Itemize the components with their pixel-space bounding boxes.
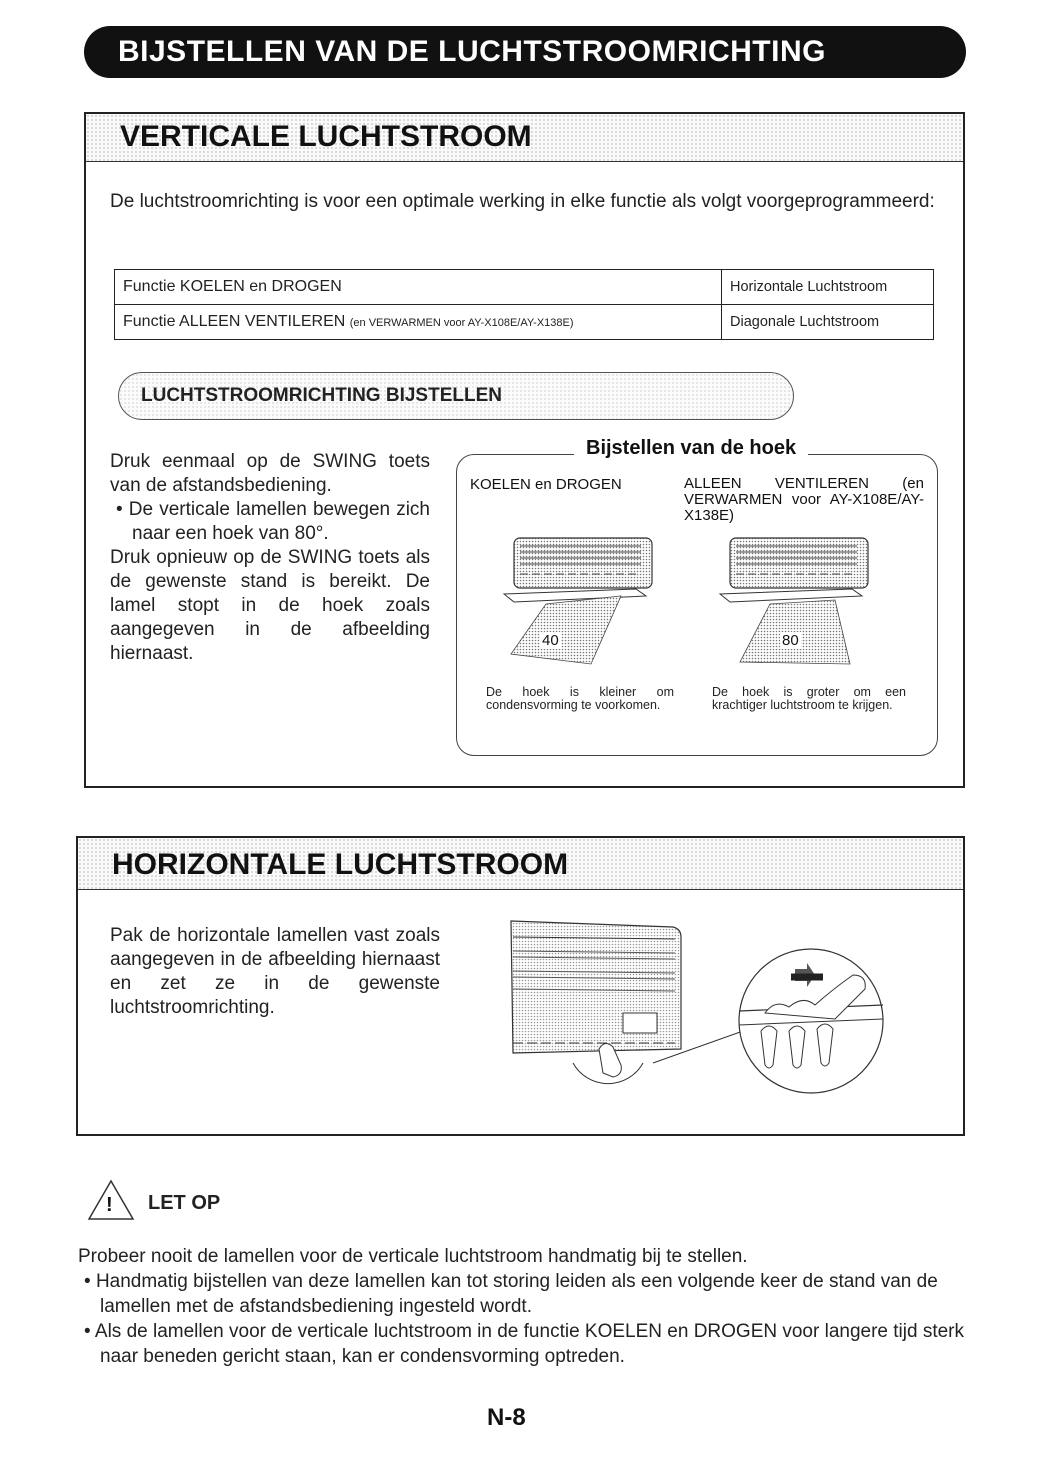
table-row (115, 270, 934, 305)
horizontal-airflow-heading: HORIZONTALE LUCHTSTROOM (112, 848, 569, 881)
instruction-text (110, 450, 430, 666)
ac-unit-horizontal-louver-illustration (503, 913, 903, 1123)
airflow-cell: Horizontale Luchtstroom (722, 270, 934, 305)
adjust-subheading: LUCHTSTROOMRICHTING BIJSTELLEN (118, 372, 794, 420)
vertical-airflow-heading: VERTICALE LUCHTSTROOM (120, 120, 532, 153)
caution-notes (78, 1244, 970, 1369)
vertical-intro: De luchtstroomrichting is voor een optimale werking in elke functie als volgt voorgeprogrammeerd: (110, 191, 935, 212)
table-row (115, 305, 934, 340)
instruction-step-1: Druk eenmaal op de SWING toets van de afstandsbediening. (110, 451, 430, 496)
horizontal-airflow-heading-bar (78, 838, 963, 890)
ventilation-label: ALLEEN VENTILEREN (en VERWARMEN voor AY-X108E/AY-X138E) (684, 475, 924, 524)
angle-80-label: 80 (782, 632, 799, 649)
ac-unit-40-illustration (486, 534, 666, 679)
warning-exclamation: ! (106, 1194, 113, 1216)
horizontal-text: Pak de horizontale lamellen vast zoals aangegeven in de afbeelding hiernaast en zet ze in de gewenste luchtstroomrichting. (110, 925, 440, 1018)
airflow-cell: Diagonale Luchtstroom (722, 305, 934, 340)
page-title: BIJSTELLEN VAN DE LUCHTSTROOMRICHTING (118, 35, 826, 68)
ac-unit-80-illustration (700, 534, 880, 679)
cooling-label: KOELEN en DROGEN (470, 476, 622, 493)
page-title-banner (84, 26, 966, 78)
instruction-step-2: Druk opnieuw op de SWING toets als de gewenste stand is bereikt. De lamel stopt in de hoek zoals aangegeven in de afbeelding hiernaast. (110, 547, 430, 664)
caution-intro: Probeer nooit de lamellen voor de verticale luchtstroom handmatig bij te stellen. (78, 1246, 748, 1267)
page-number: N-8 (487, 1404, 526, 1431)
vertical-airflow-heading-bar (86, 114, 963, 162)
caution-bullet: • Handmatig bijstellen van deze lamellen kan tot storing leiden als een volgende keer de stand van de lamellen met de afstandsbediening ingesteld wordt. (84, 1271, 938, 1317)
ventilation-caption: De hoek is groter om een krachtiger luchtstroom te krijgen. (712, 685, 906, 712)
angle-40-label: 40 (542, 632, 559, 649)
horizontal-airflow-section (76, 836, 965, 1136)
angle-adjust-title: Bijstellen van de hoek (574, 437, 808, 460)
function-table (114, 269, 934, 340)
function-cell: Functie KOELEN en DROGEN (115, 270, 722, 305)
cooling-caption: De hoek is kleiner om condensvorming te voorkomen. (486, 685, 674, 712)
function-cell: Functie ALLEEN VENTILEREN (en VERWARMEN voor AY-X108E/AY-X138E) (115, 305, 722, 340)
vertical-airflow-section (84, 112, 965, 788)
function-note: (en VERWARMEN voor AY-X108E/AY-X138E) (349, 317, 574, 329)
caution-heading: LET OP (148, 1192, 221, 1214)
instruction-bullet: • De verticale lamellen bewegen zich naar een hoek van 80°. (116, 499, 430, 544)
caution-bullet: • Als de lamellen voor de verticale luchtstroom in de functie KOELEN en DROGEN voor langere tijd sterk naar beneden gericht staan, kan er condensvorming optreden. (84, 1321, 965, 1367)
